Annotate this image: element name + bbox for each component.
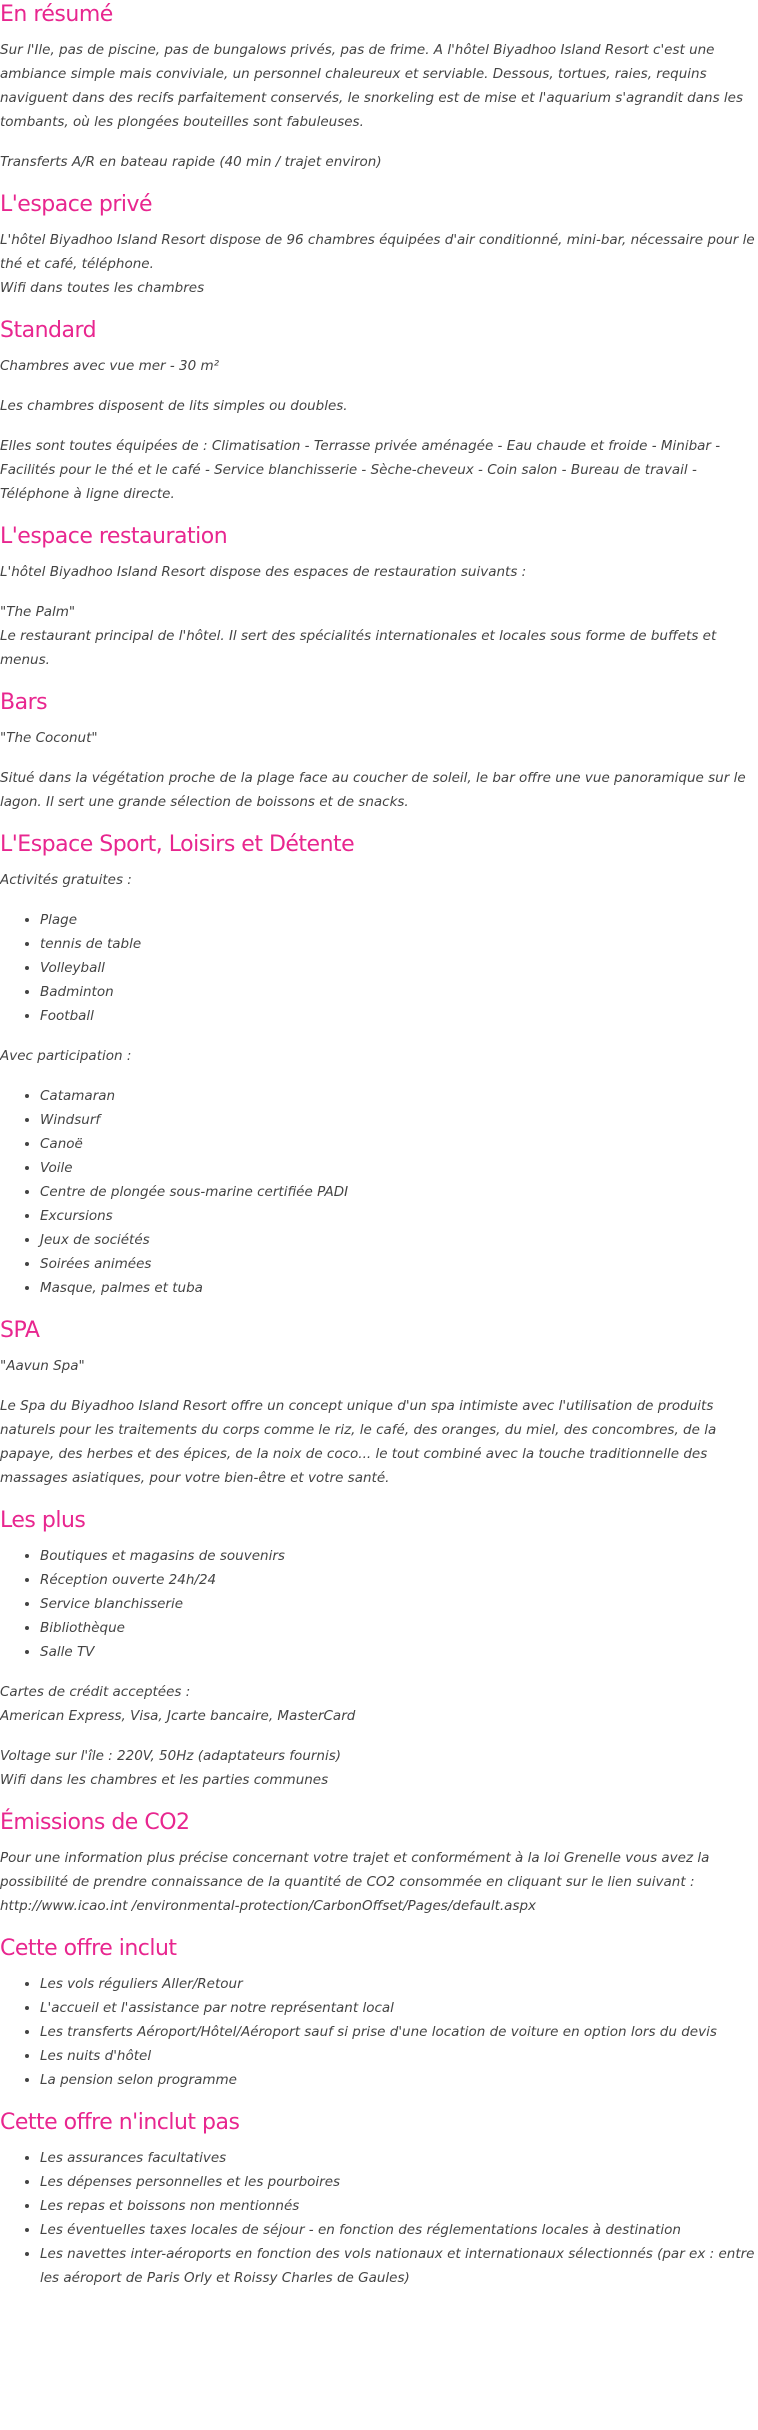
section-inclut (0, 1934, 758, 2092)
credit-cards-value: American Express, Visa, Jcarte bancaire, MasterCard (0, 1708, 356, 1724)
section-standard (0, 316, 758, 506)
plus-list (0, 1544, 758, 1664)
restaurant-desc: Le restaurant principal de l'hôtel. Il sert des spécialités internationales et locales sous forme de buffets et menus. (0, 628, 717, 668)
section-title-sport: L'Espace Sport, Loisirs et Détente (0, 832, 355, 857)
list-item: • Salle TV (40, 1640, 758, 1664)
section-plus (0, 1506, 758, 1792)
section-title-ninclut: Cette offre n'inclut pas (0, 2110, 240, 2135)
bar-name: "The Coconut" (0, 730, 98, 746)
section-espace-prive (0, 190, 758, 300)
spa-name: "Aavun Spa" (0, 1358, 85, 1374)
resume-text: Sur l'Ile, pas de piscine, pas de bungalows privés, pas de frime. A l'hôtel Biyadhoo Island Resort c'est une ambiance simple mais conviviale, un personnel chaleureux et serviable. Dessous, tortues, raies, requins naviguent dans des recifs parfaitement conservés, le snorkeling est de mise et l'aquarium s'agrandit dans les tombants, où les plongées bouteilles sont fabuleuses. (0, 42, 743, 130)
list-item: • Plage (40, 908, 758, 932)
restaurant-name: "The Palm" (0, 604, 76, 620)
voltage-wifi (0, 1744, 758, 1792)
list-item: • L'accueil et l'assistance par notre représentant local (40, 1996, 758, 2020)
co2-text: Pour une information plus précise concernant votre trajet et conformément à la loi Grenelle vous avez la possibilité de prendre connaissance de la quantité de CO2 consommée en cliquant sur le lien suivant : http://www.icao.int /environmental-protection/CarbonOffset/Pages/default.aspx (0, 1850, 710, 1914)
sport-paid-list (0, 1084, 758, 1300)
section-title-standard: Standard (0, 318, 97, 343)
section-co2 (0, 1808, 758, 1918)
list-item: • Jeux de sociétés (40, 1228, 758, 1252)
section-title-restauration: L'espace restauration (0, 524, 228, 549)
credit-cards (0, 1680, 758, 1728)
section-title-inclut: Cette offre inclut (0, 1936, 177, 1961)
list-item: • Les navettes inter-aéroports en fonction des vols nationaux et internationaux sélectionnés (par ex : entre les aéroport de Paris Orly et Roissy Charles de Gaules) (40, 2242, 758, 2290)
section-title-bars: Bars (0, 690, 48, 715)
list-item: • Football (40, 1004, 758, 1028)
list-item: • Service blanchisserie (40, 1592, 758, 1616)
list-item: • Les vols réguliers Aller/Retour (40, 1972, 758, 1996)
sport-free-label: Activités gratuites : (0, 872, 132, 888)
section-sport (0, 830, 758, 1300)
section-title-plus: Les plus (0, 1508, 86, 1533)
list-item: • Les assurances facultatives (40, 2146, 758, 2170)
bar-desc: Situé dans la végétation proche de la plage face au coucher de soleil, le bar offre une vue panoramique sur le lagon. Il sert une grande sélection de boissons et de snacks. (0, 770, 746, 810)
list-item: • Canoë (40, 1132, 758, 1156)
standard-p1: Chambres avec vue mer - 30 m² (0, 358, 220, 374)
list-item: • Soirées animées (40, 1252, 758, 1276)
restauration-intro: L'hôtel Biyadhoo Island Resort dispose des espaces de restauration suivants : (0, 564, 527, 580)
list-item: • Catamaran (40, 1084, 758, 1108)
ninclut-list (0, 2146, 758, 2290)
standard-p2: Les chambres disposent de lits simples ou doubles. (0, 398, 348, 414)
list-item: • La pension selon programme (40, 2068, 758, 2092)
spa-desc: Le Spa du Biyadhoo Island Resort offre un concept unique d'un spa intimiste avec l'utilisation de produits naturels pour les traitements du corps comme le riz, le café, des oranges, du miel, des concombres, de la papaye, des herbes et des épices, de la noix de coco... le tout combiné avec la touche traditionnelle des massages asiatiques, pour votre bien-être et votre santé. (0, 1398, 717, 1486)
section-title-resume: En résumé (0, 2, 113, 27)
section-title-co2: Émissions de CO2 (0, 1810, 190, 1835)
espace-prive-line2: Wifi dans toutes les chambres (0, 280, 205, 296)
list-item: • Les nuits d'hôtel (40, 2044, 758, 2068)
section-bars (0, 688, 758, 814)
list-item: • tennis de table (40, 932, 758, 956)
espace-prive-text (0, 228, 758, 300)
list-item: • Excursions (40, 1204, 758, 1228)
list-item: • Volleyball (40, 956, 758, 980)
section-title-spa: SPA (0, 1318, 40, 1343)
list-item: • Badminton (40, 980, 758, 1004)
list-item: • Windsurf (40, 1108, 758, 1132)
list-item: • Les transferts Aéroport/Hôtel/Aéroport sauf si prise d'une location de voiture en option lors du devis (40, 2020, 758, 2044)
espace-prive-line1: L'hôtel Biyadhoo Island Resort dispose de 96 chambres équipées d'air conditionné, mini-bar, nécessaire pour le thé et café, téléphone. (0, 232, 755, 272)
section-ninclut (0, 2108, 758, 2290)
credit-cards-label: Cartes de crédit acceptées : (0, 1684, 191, 1700)
wifi-text: Wifi dans les chambres et les parties communes (0, 1772, 329, 1788)
section-title-espace-prive: L'espace privé (0, 192, 153, 217)
sport-free-list (0, 908, 758, 1028)
voltage-text: Voltage sur l'île : 220V, 50Hz (adaptateurs fournis) (0, 1748, 342, 1764)
section-spa (0, 1316, 758, 1490)
standard-p3: Elles sont toutes équipées de : Climatisation - Terrasse privée aménagée - Eau chaude et froide - Minibar - Facilités pour le thé et le café - Service blanchisserie - Sèche-cheveux - Coin salon - Bureau de travail - Téléphone à ligne directe. (0, 438, 721, 502)
list-item: • Les repas et boissons non mentionnés (40, 2194, 758, 2218)
list-item: • Centre de plongée sous-marine certifiée PADI (40, 1180, 758, 1204)
list-item: • Voile (40, 1156, 758, 1180)
list-item: • Les dépenses personnelles et les pourboires (40, 2170, 758, 2194)
list-item: • Masque, palmes et tuba (40, 1276, 758, 1300)
list-item: • Bibliothèque (40, 1616, 758, 1640)
restauration-palm (0, 600, 758, 672)
sport-paid-label: Avec participation : (0, 1048, 132, 1064)
resume-transfer: Transferts A/R en bateau rapide (40 min / trajet environ) (0, 154, 382, 170)
inclut-list (0, 1972, 758, 2092)
section-resume (0, 0, 758, 174)
list-item: • Boutiques et magasins de souvenirs (40, 1544, 758, 1568)
list-item: • Réception ouverte 24h/24 (40, 1568, 758, 1592)
section-restauration (0, 522, 758, 672)
list-item: • Les éventuelles taxes locales de séjour - en fonction des réglementations locales à destination (40, 2218, 758, 2242)
